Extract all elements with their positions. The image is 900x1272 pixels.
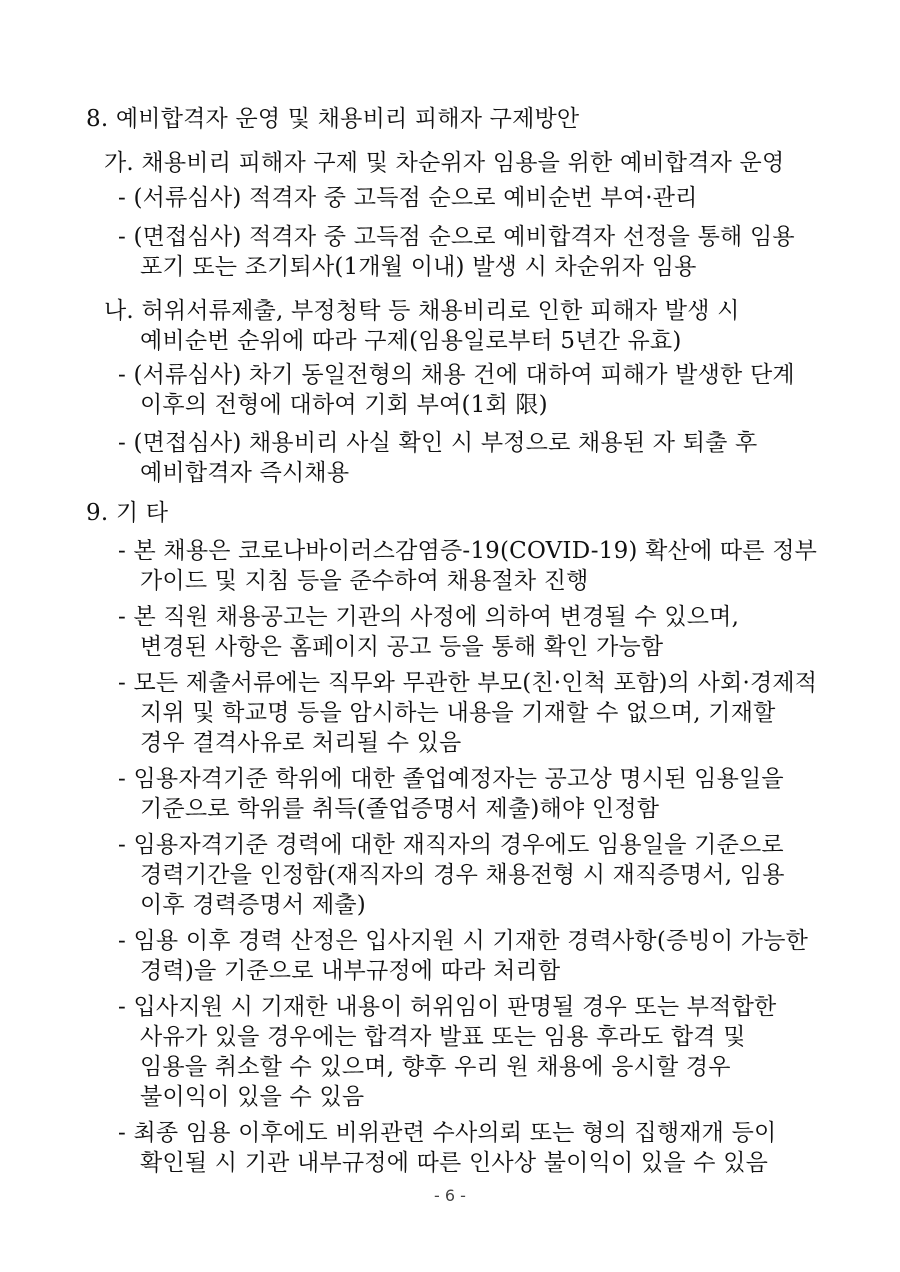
section-9-item-7-line-2: 사유가 있을 경우에는 합격자 발표 또는 임용 후라도 합격 및 (140, 1024, 746, 1050)
section-9-item-2-line-1: - 본 직원 채용공고는 기관의 사정에 의하여 변경될 수 있으며, (118, 604, 740, 630)
section-9-item-6-line-2: 경력)을 기준으로 내부규정에 따라 처리함 (140, 958, 561, 984)
section-8-sub-b-item-2-line-2: 예비합격자 즉시채용 (140, 460, 350, 486)
section-9-item-1-line-2: 가이드 및 지침 등을 준수하여 채용절차 진행 (140, 568, 589, 594)
section-9-item-1-line-1: - 본 채용은 코로나바이러스감염증-19(COVID-19) 확산에 따른 정부 (118, 538, 818, 564)
section-9-item-3-line-3: 경우 결격사유로 처리될 수 있음 (140, 730, 462, 756)
section-8-sub-b-title-line-2: 예비순번 순위에 따라 구제(임용일로부터 5년간 유효) (140, 328, 682, 354)
page-number: - 6 - (434, 1186, 466, 1205)
section-9-item-3-line-2: 지위 및 학교명 등을 암시하는 내용을 기재할 수 없으며, 기재할 (140, 700, 776, 726)
section-8-sub-b-title-line-1: 나. 허위서류제출, 부정청탁 등 채용비리로 인한 피해자 발생 시 (104, 298, 740, 324)
section-9-item-4-line-2: 기준으로 학위를 취득(졸업증명서 제출)해야 인정함 (140, 796, 660, 822)
section-9-item-2-line-2: 변경된 사항은 홈페이지 공고 등을 통해 확인 가능함 (140, 634, 664, 660)
section-9-heading: 9. 기 타 (86, 500, 169, 526)
section-9-item-3-line-1: - 모든 제출서류에는 직무와 무관한 부모(친·인척 포함)의 사회·경제적 (118, 670, 818, 696)
section-9-item-7-line-1: - 입사지원 시 기재한 내용이 허위임이 판명될 경우 또는 부적합한 (118, 994, 777, 1020)
section-9-item-4-line-1: - 임용자격기준 학위에 대한 졸업예정자는 공고상 명시된 임용일을 (118, 766, 784, 792)
section-8-sub-a-item-2-line-2: 포기 또는 조기퇴사(1개월 이내) 발생 시 차순위자 임용 (140, 254, 697, 280)
section-9-item-7-line-3: 임용을 취소할 수 있으며, 향후 우리 원 채용에 응시할 경우 (140, 1054, 731, 1080)
section-8-sub-a-title: 가. 채용비리 피해자 구제 및 차순위자 임용을 위한 예비합격자 운영 (104, 150, 785, 176)
section-8-heading: 8. 예비합격자 운영 및 채용비리 피해자 구제방안 (86, 106, 580, 132)
section-8-sub-a-item-1-line-1: - (서류심사) 적격자 중 고득점 순으로 예비순번 부여·관리 (118, 185, 698, 211)
section-8-sub-a-item-2-line-1: - (면접심사) 적격자 중 고득점 순으로 예비합격자 선정을 통해 임용 (118, 224, 795, 250)
section-9-item-5-line-2: 경력기간을 인정함(재직자의 경우 채용전형 시 재직증명서, 임용 (140, 862, 785, 888)
section-9-item-5-line-3: 이후 경력증명서 제출) (140, 892, 366, 918)
section-9-item-8-line-1: - 최종 임용 이후에도 비위관련 수사의뢰 또는 형의 집행재개 등이 (118, 1120, 777, 1146)
section-9-item-7-line-4: 불이익이 있을 수 있음 (140, 1084, 365, 1110)
section-8-sub-b-item-1-line-1: - (서류심사) 차기 동일전형의 채용 건에 대하여 피해가 발생한 단계 (118, 362, 795, 388)
section-9-item-8-line-2: 확인될 시 기관 내부규정에 따른 인사상 불이익이 있을 수 있음 (140, 1150, 769, 1176)
section-9-item-6-line-1: - 임용 이후 경력 산정은 입사지원 시 기재한 경력사항(증빙이 가능한 (118, 928, 809, 954)
section-8-sub-b-item-2-line-1: - (면접심사) 채용비리 사실 확인 시 부정으로 채용된 자 퇴출 후 (118, 430, 758, 456)
section-9-item-5-line-1: - 임용자격기준 경력에 대한 재직자의 경우에도 임용일을 기준으로 (118, 832, 784, 858)
section-8-sub-b-item-1-line-2: 이후의 전형에 대하여 기회 부여(1회 限) (140, 392, 548, 418)
